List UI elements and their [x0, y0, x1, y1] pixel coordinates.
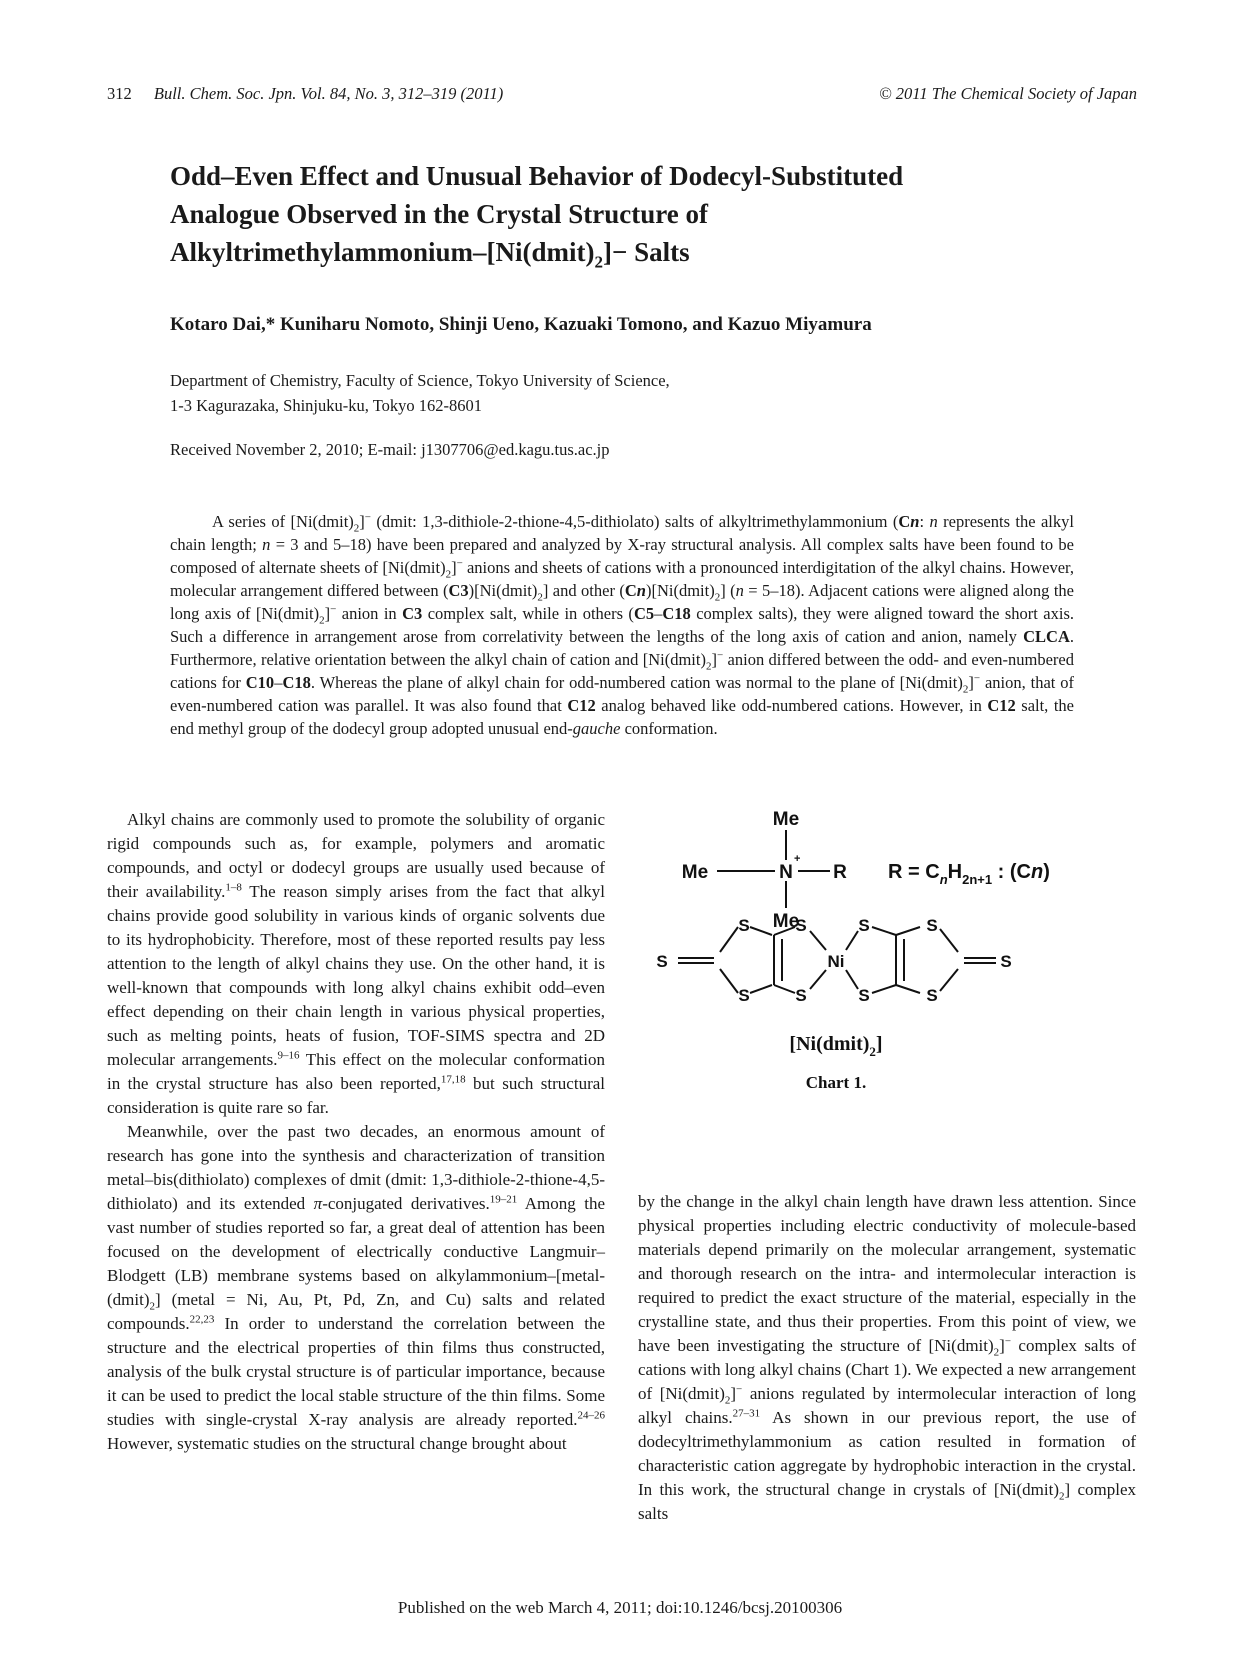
sulfur-thione-left: S	[656, 952, 668, 971]
nickel: Ni	[827, 952, 845, 971]
nitrogen: N	[779, 862, 793, 883]
r-formula: $R = C_nH_{2n+1}$ : (Cn)	[888, 861, 1050, 887]
publication-footer: Published on the web March 4, 2011; doi:10.1246/bcsj.20100306	[397, 1598, 843, 1617]
sulfur-ring-top-left: S	[738, 916, 750, 935]
methyl-bottom: Me	[772, 911, 800, 932]
sulfur-ring-top-right: S	[926, 916, 938, 935]
page-number: 312	[107, 84, 132, 103]
sulfur-ring-bottom-right: S	[926, 986, 938, 1005]
article-title	[170, 157, 1070, 271]
methyl-top: Me	[772, 809, 800, 830]
page-header	[107, 84, 1137, 104]
complex-label: $[Ni(dmit)_2]$	[789, 1033, 883, 1059]
received-date: Received November 2, 2010; E-mail: j1307706@ed.kagu.tus.ac.jp	[170, 440, 610, 459]
title-line-2: Analogue Observed in the Crystal Structure of	[170, 199, 708, 229]
r-group: R	[833, 862, 847, 883]
author-list: Kotaro Dai,* Kuniharu Nomoto, Shinji Ueno, Kazuaki Tomono, and Kazuo Miyamura	[170, 314, 872, 335]
sulfur-chelate-top-left: S	[795, 916, 807, 935]
sulfur-thione-right: S	[1000, 952, 1012, 971]
title-line-3: Alkyltrimethylammonium–$[Ni(dmit)_2]-$ Salts	[170, 237, 690, 272]
journal-citation: Bull. Chem. Soc. Jpn. Vol. 84, No. 3, 312–319 (2011)	[153, 84, 504, 103]
body-column-left: Alkyl chains are commonly used to promote the solubility of organic rigid compounds such as, for example, polymers and aromatic compounds, and octyl or dodecyl groups are usually used because of their availability.$^{1-8}$ The reason simply arises from the fact that alkyl chains provide good solubility in various kinds of organic solvents due to its hydrophobicity. Therefore, most of these reported results pay less attention to the length of alkyl chains they use. On the other hand, it is well-known that compounds with long alkyl chains exhibit odd–even effect depending on their chain length in various physical properties, such as melting points, heats of fusion, TOF-SIMS spectra and 2D molecular arrangements.$^{9-16}$ This effect on the molecular conformation in the crystal structure has also been reported,$^{17,18}$ but such structural consideration is quite rare so far. Meanwhile, over the past two decades, an enormous amount of research has gone into the synthesis and characterization of transition metal–bis(dithiolato) complexes of dmit (dmit: 1,3-dithiole-2-thione-4,5-dithiolato) and its extended π-conjugated derivatives.$^{19-21}$ Among the vast number of studies reported so far, a great deal of attention has been focused on the development of electrically conductive Langmuir–Blodgett (LB) membrane systems based on alkylammonium–$[metal-(dmit)_2]$ (metal = Ni, Au, Pt, Pd, Zn, and Cu) salts and related compounds.$^{22,23}$ In order to understand the correlation between the structure and the electrical properties of thin films thus constructed, analysis of the bulk crystal structure is of particular importance, because it can be used to predict the local stable structure of the thin films. Some studies with single-crystal X-ray analysis are already reported.$^{24-26}$ However, systematic studies on the structural change brought about	[107, 810, 605, 1453]
affiliation: Department of Chemistry, Faculty of Science, Tokyo University of Science, 1-3 Kagurazaka, Shinjuku-ku, Tokyo 162-8601	[170, 371, 670, 415]
sulfur-chelate-top-right: S	[858, 916, 870, 935]
abstract: A series of $[Ni(dmit)_2]^-$ (dmit: 1,3-dithiole-2-thione-4,5-dithiolato) salts of alkyltrimethylammonium (Cn: n represents the alkyl chain length; n = 3 and 5–18) have been prepared and analyzed by X-ray structural analysis. All complex salts have been found to be composed of alternate sheets of $[Ni(dmit)_2]^-$ anions and sheets of cations with a pronounced interdigitation of the alkyl chains. However, molecular arrangement differed between $(C3)[Ni(dmit)_2]$ and other $(Cn)[Ni(dmit)_2] (n = 5-18)$. Adjacent cations were aligned along the long axis of $[Ni(dmit)_2]^-$ anion in C3 complex salt, while in others (C5–C18 complex salts), they were aligned toward the short axis. Such a difference in arrangement arose from correlativity between the lengths of the long axis of cation and anion, namely CLCA. Furthermore, relative orientation between the alkyl chain of cation and $[Ni(dmit)_2]^-$ anion differed between the odd- and even-numbered cations for C10–C18. Whereas the plane of alkyl chain for odd-numbered cation was normal to the plane of $[Ni(dmit)_2]^-$ anion, that of even-numbered cation was parallel. It was also found that C12 analog behaved like odd-numbered cations. However, in C12 salt, the end methyl group of the dodecyl group adopted unusual end-gauche conformation.	[170, 511, 1075, 738]
body-column-right: by the change in the alkyl chain length have drawn less attention. Since physical properties including electric conductivity of molecule-based materials depend primarily on the molecular arrangement, systematic and thorough research on the intra- and intermolecular interaction is required to predict the exact structure of the material, especially in the crystalline state, and thus their properties. From this point of view, we have been investigating the structure of $[Ni(dmit)_2]^-$ complex salts of cations with long alkyl chains (Chart 1). We expected a new arrangement of $[Ni(dmit)_2]^-$ anions regulated by intermolecular interaction of long alkyl chains.$^{27-31}$ As shown in our previous report, the use of dodecyltrimethylammonium as cation resulted in formation of characteristic cation aggregate by hydrophobic interaction in the crystal. In this work, the structural change in crystals of $[Ni(dmit)_2]$ complex salts	[638, 1192, 1137, 1523]
sulfur-chelate-bottom-right: S	[858, 986, 870, 1005]
chart-1-structures	[656, 805, 1100, 1165]
title-line-1: Odd–Even Effect and Unusual Behavior of Dodecyl-Substituted	[170, 161, 904, 191]
sulfur-chelate-bottom-left: S	[795, 986, 807, 1005]
positive-charge: +	[794, 853, 801, 865]
sulfur-ring-bottom-left: S	[738, 986, 750, 1005]
copyright: © 2011 The Chemical Society of Japan	[879, 84, 1137, 103]
chart-caption: Chart 1.	[805, 1073, 867, 1092]
methyl-left: Me	[681, 862, 709, 883]
